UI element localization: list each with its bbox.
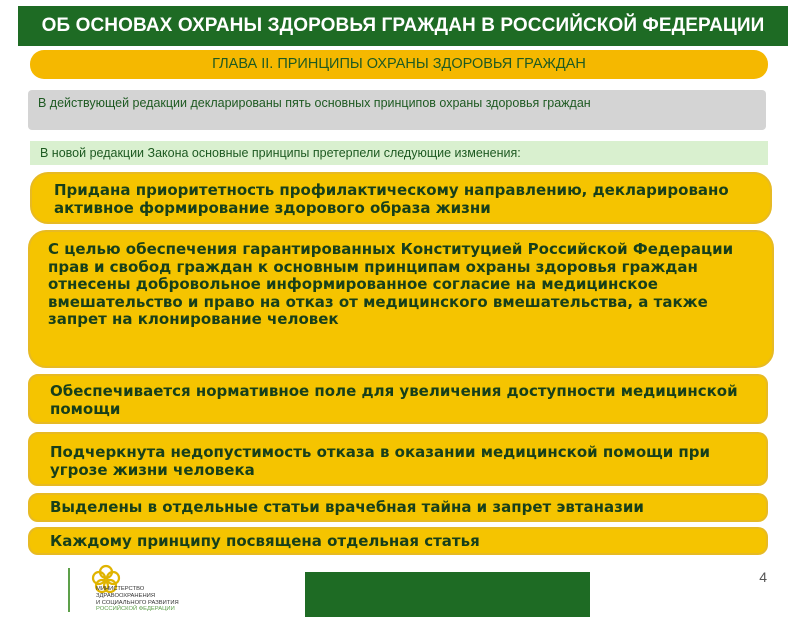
change-item [28,493,768,522]
change-item-text: Придана приоритетность профилактическому направлению, декларировано активное формирование здорового образа жизни [54,181,729,217]
page-number: 4 [759,569,767,585]
ministry-name-line: ЗДРАВООХРАНЕНИЯ [96,592,156,599]
footer-green-block [305,572,590,617]
change-item-text: Выделены в отдельные статьи врачебная тайна и запрет эвтаназии [50,498,644,516]
change-item-text: Обеспечивается нормативное поле для увеличения доступности медицинской помощи [50,382,738,418]
ministry-name-line: МИНИСТЕРСТВО [96,586,145,592]
current-edition-note: В действующей редакции декларированы пять основных принципов охраны здоровья граждан [28,90,766,130]
change-item [30,172,772,224]
slide-title: ОБ ОСНОВАХ ОХРАНЫ ЗДОРОВЬЯ ГРАЖДАН В РОССИЙСКОЙ ФЕДЕРАЦИИ [18,6,788,46]
change-item-text: Каждому принципу посвящена отдельная статья [50,532,480,550]
ministry-name [96,586,246,614]
logo-divider [68,568,70,612]
chapter-heading: ГЛАВА II. ПРИНЦИПЫ ОХРАНЫ ЗДОРОВЬЯ ГРАЖДАН [30,50,768,79]
change-item-text: Подчеркнута недопустимость отказа в оказании медицинской помощи при угрозе жизни человека [50,443,711,479]
change-item [28,527,768,555]
change-item-text: С целью обеспечения гарантированных Конституцией Российской Федерации прав и свобод граждан к основным принципам охраны здоровья граждан отнесены добровольное информированное согласие на медицинское вмешательство и право на отказ от медицинского вмешательства, а также запрет на клонирование человек [48,240,734,328]
ministry-name-line: И СОЦИАЛЬНОГО РАЗВИТИЯ [96,599,179,606]
new-edition-note: В новой редакции Закона основные принципы претерпели следующие изменения: [30,141,768,165]
ministry-name-line: РОССИЙСКОЙ ФЕДЕРАЦИИ [96,606,175,613]
change-item [28,374,768,424]
change-item [28,432,768,486]
change-item [28,230,774,368]
